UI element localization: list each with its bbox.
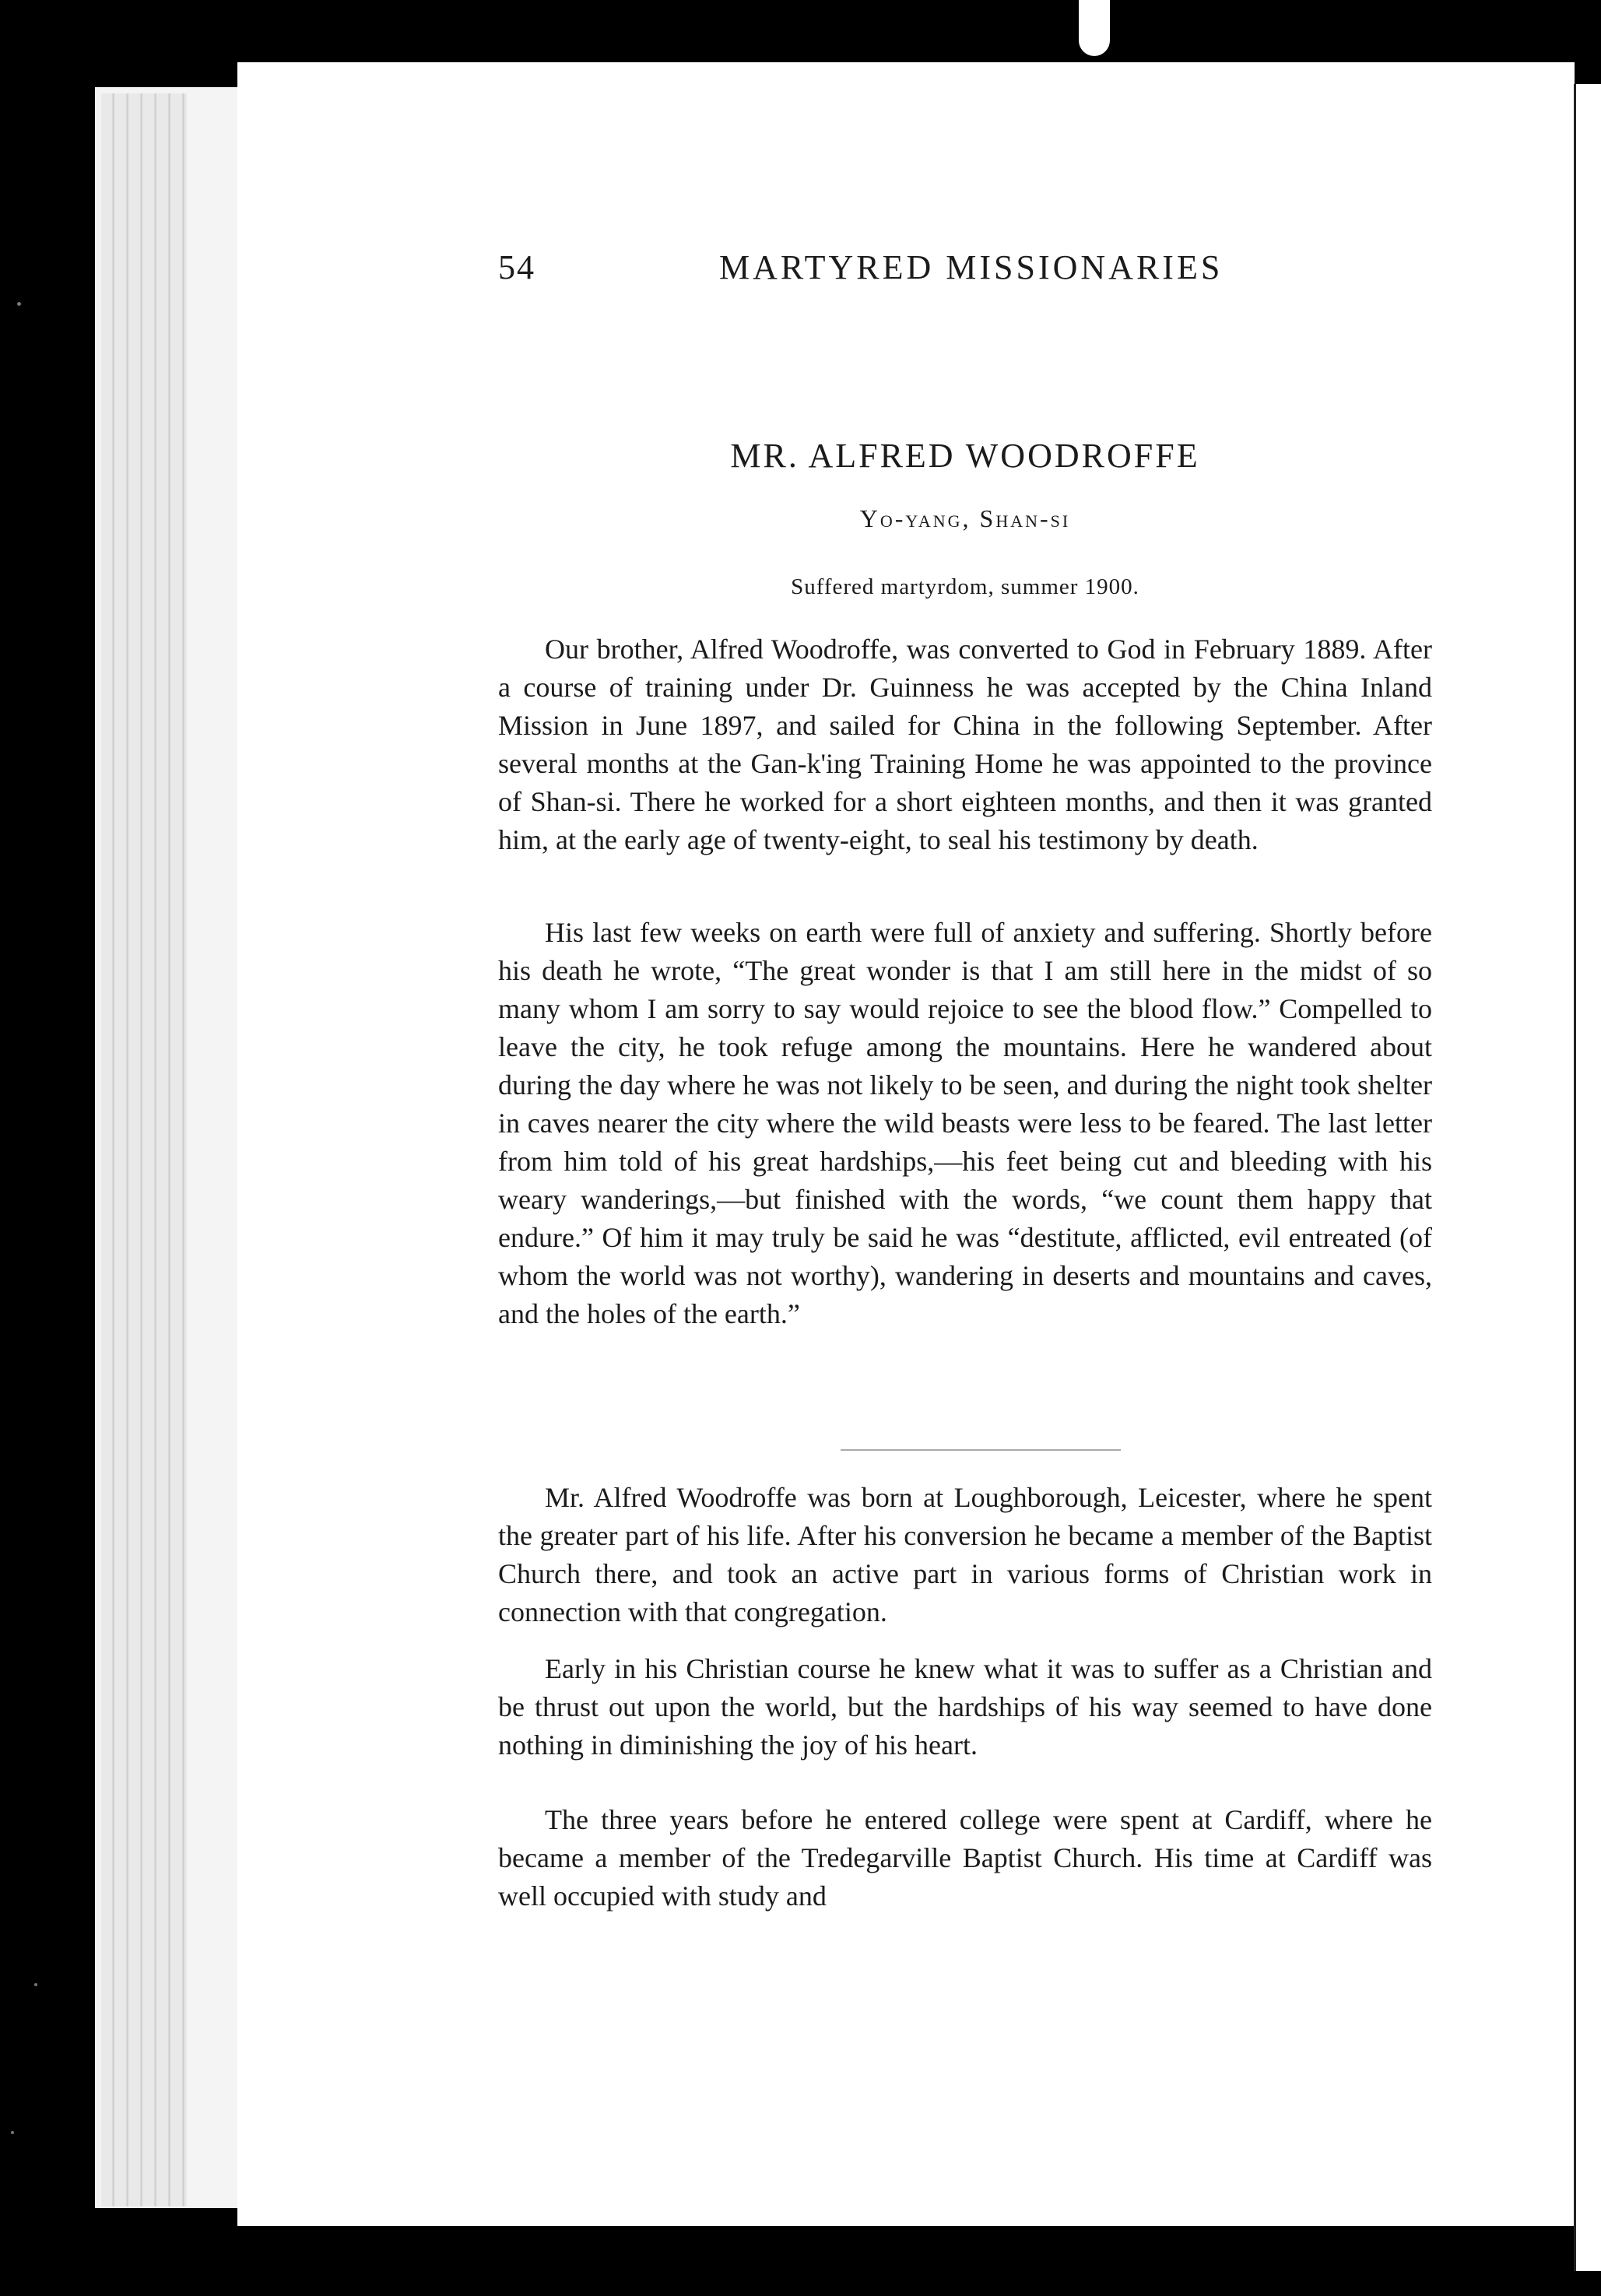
paragraph: His last few weeks on earth were full of anxiety and suffering. Shortly before his death he wrote, “The great wonder is that I am still here in the midst of so many whom I am sorry to say would rejoice to see the blood flow.” Compelled to leave the city, he took refuge among the mountains. Here he wandered about during the day where he was not likely to be seen, and during the night took shelter in caves nearer the city where the wild beasts were less to be feared. The last letter from him told of his great hardships,—his feet being cut and bleeding with his weary wanderings,—but finished with the words, “we count them happy that endure.” Of him it may truly be said he was “destitute, afflicted, evil entreated (of whom the world was not worthy), wandering in deserts and mountains and caves, and the holes of the earth.” xyxy=(498,917,1432,1329)
running-title: MARTYRED MISSIONARIES xyxy=(719,248,1224,286)
paragraph: Mr. Alfred Woodroffe was born at Loughborough, Leicester, where he spent the greater part of his life. After his conversion he became a member of the Baptist Church there, and took an active part in various forms of Christian work in connection with that congregation. xyxy=(498,1482,1432,1627)
article-place: Yo-yang, Shan-si xyxy=(859,504,1071,532)
paragraph: Early in his Christian course he knew what it was to suffer as a Christian and be thrust out upon the world, but the hardships of his way seemed to have done nothing in diminishing the joy of his heart. xyxy=(498,1653,1432,1761)
scan-speck xyxy=(17,302,21,306)
scan-speck xyxy=(11,2131,14,2134)
right-page-edge xyxy=(1574,84,1601,2271)
section-divider xyxy=(841,1449,1121,1451)
page-edges xyxy=(101,93,187,2206)
page-number: 54 xyxy=(498,248,535,286)
running-head xyxy=(498,248,1276,294)
paragraph: The three years before he entered college were spent at Cardiff, where he became a member of the Tredegarville Baptist Church. His time at Cardiff was well occupied with study and xyxy=(498,1804,1432,1912)
paragraph: Our brother, Alfred Woodroffe, was converted to God in February 1889. After a course of training under Dr. Guinness he was accepted by the China Inland Mission in June 1897, and sailed for China in the following September. After several months at the Gan-k'ing Training Home he was appointed to the province of Shan-si. There he worked for a short eighteen months, and then it was granted him, at the early age of twenty-eight, to seal his testimony by death. xyxy=(498,634,1432,855)
article-title: MR. ALFRED WOODROFFE xyxy=(730,437,1200,475)
scan-speck xyxy=(34,1983,37,1986)
binding-mark xyxy=(1079,0,1110,56)
article-dateline: Suffered martyrdom, summer 1900. xyxy=(791,574,1139,599)
